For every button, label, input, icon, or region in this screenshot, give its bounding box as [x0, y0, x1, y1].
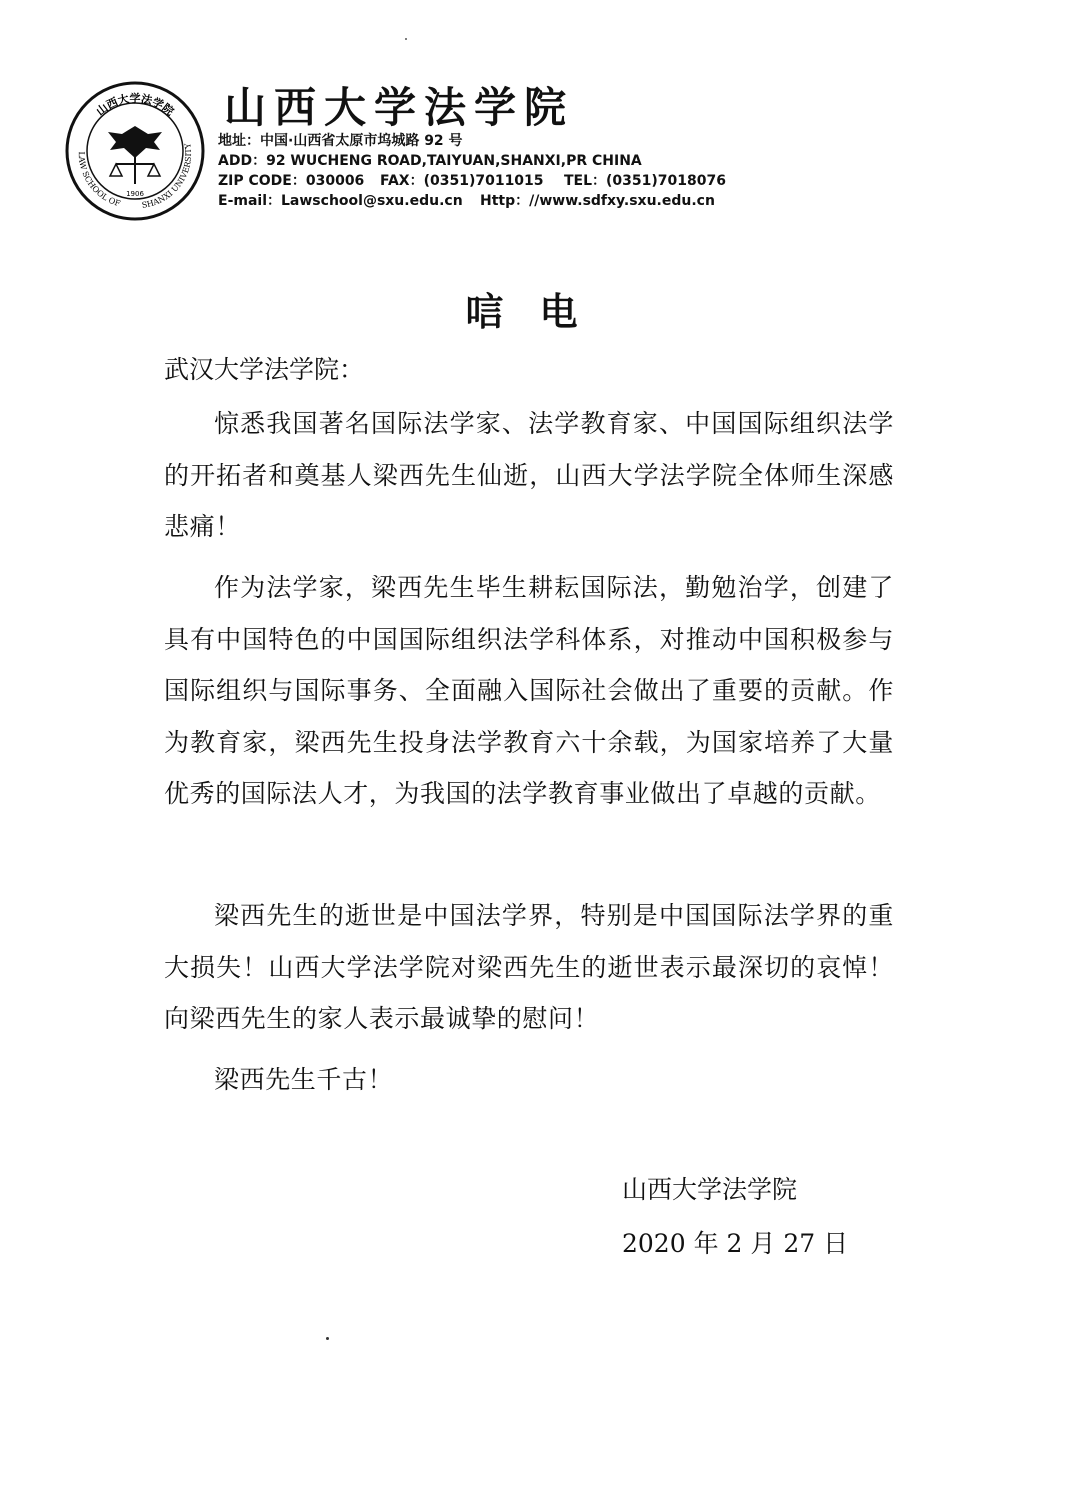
- svg-text:1906: 1906: [126, 190, 144, 198]
- svg-text:SHANXI UNIVERSITY: SHANXI UNIVERSITY: [141, 142, 194, 210]
- date: 2020 年 2 月 27 日: [622, 1229, 849, 1258]
- address-en: ADD：92 WUCHENG ROAD,TAIYUAN,SHANXI,PR CHINA: [218, 153, 642, 169]
- paragraph-farewell: 梁西先生千古！: [214, 1065, 394, 1094]
- paragraph-condolence: 惊悉我国著名国际法学家、法学教育家、中国国际组织法学的开拓者和奠基人梁西先生仙逝，山西大学法学院全体师生深感悲痛！: [164, 409, 894, 541]
- salutation: 武汉大学法学院：: [164, 355, 365, 384]
- paragraph-achievements: 作为法学家，梁西先生毕生耕耘国际法，勤勉治学，创建了具有中国特色的中国国际组织法学科体系，对推动中国积极参与国际组织与国际事务、全面融入国际社会做出了重要的贡献。作为教育家，梁西先生投身法学教育六十余载，为国家培养了大量优秀的国际法人才，为我国的法学教育事业做出了卓越的贡献。: [164, 573, 894, 808]
- zip-code: ZIP CODE：030006: [218, 173, 365, 189]
- paragraph-mourning: 梁西先生的逝世是中国法学界，特别是中国国际法学界的重大损失！山西大学法学院对梁西先生的逝世表示最深切的哀悼！向梁西先生的家人表示最诚挚的慰问！: [164, 901, 894, 1033]
- scan-speck: [405, 38, 407, 40]
- website-url: Http：//www.sdfxy.sxu.edu.cn: [480, 193, 715, 209]
- signature: 山西大学法学院: [622, 1175, 798, 1204]
- school-seal-logo: [64, 80, 206, 222]
- web-line: [218, 191, 715, 211]
- scan-speck: [326, 1337, 329, 1340]
- contact-line: [218, 171, 726, 191]
- letter-title: 唁电: [465, 289, 614, 334]
- school-name: 山西大学法学院: [224, 83, 575, 132]
- address-cn: 地址：中国·山西省太原市坞城路 92 号: [218, 133, 463, 149]
- email-address: E-mail：Lawschool@sxu.edu.cn: [218, 193, 463, 209]
- fax-number: FAX：(0351)7011015: [380, 173, 544, 189]
- tel-number: TEL：(0351)7018076: [564, 173, 726, 189]
- svg-text:山西大学法学院: 山西大学法学院: [93, 91, 177, 119]
- svg-text:LAW SCHOOL OF: LAW SCHOOL OF: [76, 151, 122, 209]
